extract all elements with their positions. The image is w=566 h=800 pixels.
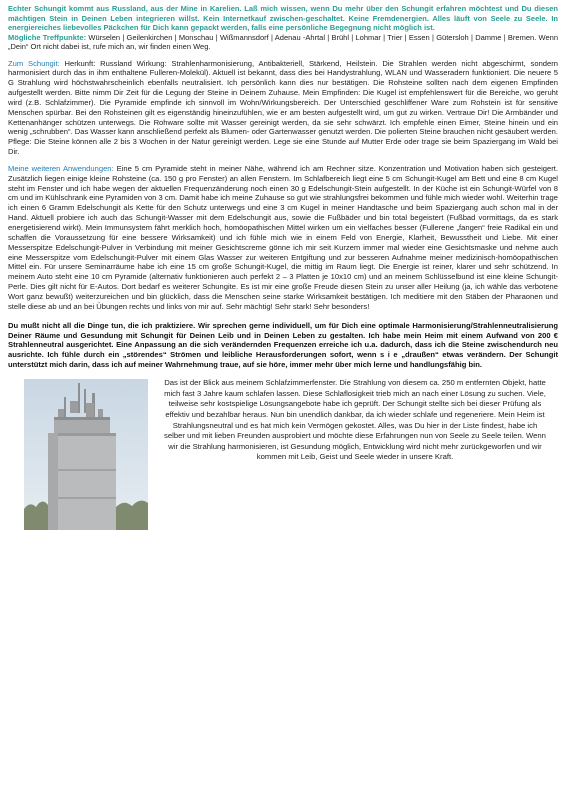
schungit-section <box>8 59 558 157</box>
anwendungen-section <box>8 164 558 312</box>
building-photo <box>24 379 148 530</box>
offer-paragraph: Du mußt nicht all die Dinge tun, die ich praktiziere. Wir sprechen gerne individuell, um für Dich eine optimale Harmonisierung/Strahlenneutralisierung Deiner Räume und Gesundung mit Schungit für Deinen Leib und in Deinen Leben zu gestalten. Ich habe mein Heim mit einem Aufwand von 200 € Strahlenneutral ausgerichtet. Eine Anpassung an die sich verändernden Frequenzen erreiche ich u.a. dadurch, dass ich die Steine zwischendurch neu ausrichte. Ich fühle durch ein „störendes“ Strömen und leibliche Herausforderungen sofort, wenn s i e „draußen“ etwas verändern. Der Schungit unterstützt mich darin, dass ich auf meiner Wahrnehmung traue, auf sie höre, immer mehr über mich lerne und handlungsfähig bin. <box>8 320 558 370</box>
schungit-text: Herkunft: Russland Wirkung: Strahlenharmonisierung, Antibakteriell, Stärkend, Heilstein. Die Strahlen werden nicht abgeschirmt, sondern harmonisiert durch das in ihm enthaltene Fulleren-Molekül). Aktuell ist bekannt, dass dies bei Handystrahlung, WLAN und Wasseradern funktioniert. Die neuere 5 G Strahlung wird höchstwahrscheinlich ebenfalls neutralisiert. Ich persönlich kann dies nur bestätigen. Die Rohsteine sollten nach dem eigenen Empfinden aufgestellt werden. Bitte nimm Dir Zeit für die Legung der Steine in Deinem Zuhause. Mein Empfinden: Die Kugel ist empfehlenswert für die Bereiche, wo geruht wird (z.B. Schlafzimmer). Die Pyramide empfinde ich sinnvoll im Wohn/Wirkungsbereich. Der Unterschied geschliffener Ware zum Rohstein ist für sensitive Menschen spürbar. Bei den Rohsteinen gilt es eigenständig hineinzufühlen, wie er am besten aufgestellt wird, um gut zu wirken. Vertraue Dir! Die Armbänder und Kettenanhänger schützen unterwegs. Die Rohware sollte mit Wasser gereinigt werden, da sie sehr schwärzt. Ich empfehle einen Eimer, Steine hinein und ein wenig „schrubben“. Das Wasser kann anschließend perfekt als Blumen- oder Gartenwasser genutzt werden. Die polierten Steine brauchen nicht gesäubert werden. Pflege: Die Steine können alle 2 bis 3 Wochen in der Natur gereinigt werden. Lege sie eine Stunde auf Mutter Erde oder trage sie beim Spaziergang im Wald bei Dir. <box>8 58 558 157</box>
anwendungen-text: Eine 5 cm Pyramide steht in meiner Nähe, während ich am Rechner sitze. Konzentration und Motivation haben sich gesteigert. Zusätzlich liegen einige kleine Rohsteine (ca. 150 g pro Fenster) an allen Fenstern. Im Schlafbereich liegt eine 5 cm Schungit-Kugel am Bett und eine 8 cm Kugel steht im Fenster und ich habe wegen der aktuellen Frequenzänderung noch einen 30 g Edelschungit-Stein aufgestellt. In der Küche ist ein Schungit-Würfel von 8 cm und im Kühlschrank eine Pyramiden von 3 cm. Damit habe ich meine Zuhause so gut wie strahlungsfrei bekommen und fühle mich wieder wohl. Weiterhin trage ich einen 6 Gramm Edelschungit als Kette für den Schutz unterwegs und eine 3 cm Kugel in meiner Handtasche und beim Spaziergang auch schon mal in der Hand. Aktuell probiere ich auch das Schungit-Wasser mit dem Edelschungit aus, sowie die Fußbäder und bin total begeistert (Fußbad vormittags, da es stark energetisierend wirkt). Mein Immunsystem fährt merklich hoch, homöopathischen Mittel wirken um ein vielfaches besser (Fullerene „fangen“ freie Radikal ein und schaffen die Voraussetzung für eine bessere Wirksamkeit) und ich fühle mich wie in einem Feld von Energie, Klarheit, Bewusstheit und Liebe. Mit einer Messerspitze Edelschungit-Pulver in Verbindung mit meiner Gesichtscreme gönne ich mir seit Kurzem immer mal wieder eine Gesichtsmaske und nehme auch eine Messerspitze vom Edelschungit-Pulver mit einem Glas Wasser zur weiteren Entgiftung und zur besseren Aufnahme meiner medizinisch-homöopathischen Mittel ein. Für unsere Seminarräume habe ich eine 15 cm große Schungit-Kugel, die mittig im Raum liegt. Die Energie ist reiner, klarer und sehr schützend. In meinem Auto steht eine 10 cm Pyramide (alternativ funktionieren auch perfekt 2 – 3 Platten je 10x10 cm) und an meinem Schlüsselbund ist eine kleine Schungit-Perle. Dies gilt nicht für E-Autos. Dort bedarf es weiterer Schungite. Es ist mir eine große Freude diesen Stein zu unser aller Heilung (ja, ich wähle das verbotene Wort ganz bewußt) weiterzureichen und bin glücklich, dass die Menschen seine starke Wirksamkeit bestätigen. Ich meditiere mit den Stäben der Pharaonen und stelle diese ab und an bei Übungen rechts und links von mir auf. Sehr mächtig! Sehr stark! Sehr besonders! <box>8 163 558 311</box>
intro-paragraph <box>8 4 558 52</box>
bottom-paragraph: Das ist der Blick aus meinem Schlafzimmerfenster. Die Strahlung von diesem ca. 250 m entfernten Objekt, hatte mich fast 3 Jahre kaum schlafen lassen. Diese Schlaflosigkeit trieb mich an nach einer Lösung zu suchen. Viele, teilweise sehr kostspielige Lösungsangebote habe ich geprüft. Der Schungit stellte sich bei dieser Prüfung als effektiv und bezahlbar heraus. Nun bin unendlich dankbar, da ich wieder schlafe und regeneriere. Mein Heim ist Strahlungsneutral und es hat mich kein Vermögen gekostet. Alles, was Du hier in der Liste findest, habe ich selber und mit lieben Freunden ausprobiert und möchte diese Erfahrungen nun von Seele zu Seele teilen. Wenn wir die Strahlung harmonisieren, ist Gesundung möglich, Entwicklung wird nicht mehr zurückgeworfen und wir kommen mit Leib, Geist und Seele wieder in unsere Kraft. <box>164 378 546 462</box>
schungit-heading: Zum Schungit: <box>8 58 60 68</box>
meeting-label: Mögliche Treffpunkte: <box>8 32 87 42</box>
intro-lead: Echter Schungit kommt aus Russland, aus der Mine in Karelien. Laß mich wissen, wenn Du mehr über den Schungit erfahren möchtest und Du diesen mächtigen Stein in Deinen Leben integrieren willst. Kein Internetkauf zwischen-geschaltet. Keine Fremdenergien. Alles läuft von Seele zu Seele. In energiereiches liebevolles Päckchen für Dich kann gepackt werden, falls eine persönliche Begegnung nicht möglich ist. <box>8 4 558 32</box>
anwendungen-heading: Meine weiteren Anwendungen: <box>8 163 114 173</box>
bottom-section <box>8 378 558 530</box>
meeting-places: Würselen | Geilenkirchen | Monschau | Wißmannsdorf | Adenau -Ahrtal | Brühl | Lohmar | Trier | Essen | Gütersloh | Damme | Bremen. Wenn „Dein“ Ort nicht dabei ist, rufe mich an, wir finden einen Weg. <box>8 32 559 51</box>
